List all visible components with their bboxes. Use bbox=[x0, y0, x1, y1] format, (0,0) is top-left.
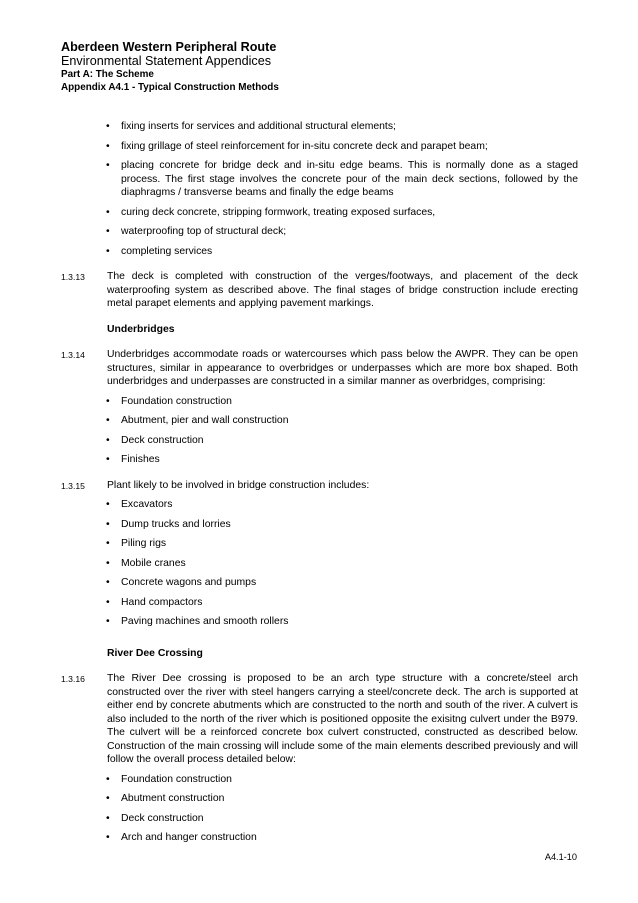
list-item: • Dump trucks and lorries bbox=[121, 518, 578, 538]
paragraph-1-3-13 bbox=[0, 270, 638, 311]
list-item: • waterproofing top of structural deck; bbox=[121, 225, 578, 245]
paragraph-1-3-14 bbox=[0, 348, 638, 389]
list-item: • fixing grillage of steel reinforcement for in-situ concrete deck and parapet beam; bbox=[121, 140, 578, 160]
paragraph-1-3-15 bbox=[0, 479, 638, 493]
document-body bbox=[0, 120, 638, 851]
list-item: • Abutment, pier and wall construction bbox=[121, 414, 578, 434]
document-title: Aberdeen Western Peripheral Route bbox=[61, 40, 277, 54]
page-number: A4.1-10 bbox=[544, 852, 577, 862]
section-heading-river-dee-crossing: River Dee Crossing bbox=[107, 647, 203, 659]
document-header bbox=[61, 40, 581, 94]
bullet-list-river-dee bbox=[0, 773, 638, 851]
bullet-list-plant bbox=[0, 498, 638, 635]
document-part: Part A: The Scheme bbox=[61, 69, 154, 80]
list-item: • Concrete wagons and pumps bbox=[121, 576, 578, 596]
paragraph-text: Plant likely to be involved in bridge construction includes: bbox=[107, 479, 370, 491]
list-item: • Piling rigs bbox=[121, 537, 578, 557]
paragraph-text: The deck is completed with construction of the verges/footways, and placement of the deck waterproofing system as described above. The final stages of bridge construction include erecting metal parapet elements and applying pavement markings. bbox=[107, 271, 578, 309]
bullet-list-deck-steps bbox=[0, 120, 638, 264]
paragraph-number: 1.3.13 bbox=[61, 272, 85, 282]
paragraph-1-3-16 bbox=[0, 672, 638, 767]
paragraph-number: 1.3.16 bbox=[61, 674, 85, 684]
document-subtitle: Environmental Statement Appendices bbox=[61, 54, 272, 68]
list-item: • Finishes bbox=[121, 453, 578, 473]
paragraph-text: The River Dee crossing is proposed to be an arch type structure with a concrete/steel arch constructed over the river with steel hangers carrying a steel/concrete deck. The arch is supported at either end by concrete abutments which are constructed to the north and south of the river. A culvert is also included to the north of the river which is positioned opposite the exisitng culvert under the B979. The culvert will be a reinforced concrete box culvert constructed, constructed as described below. Construction of the main crossing will include some of the main elements described previously and will follow the overall process detailed below: bbox=[107, 673, 578, 765]
paragraph-number: 1.3.15 bbox=[61, 480, 85, 491]
list-item: • Excavators bbox=[121, 498, 578, 518]
list-item: • Abutment construction bbox=[121, 792, 578, 812]
list-item: • placing concrete for bridge deck and in-situ edge beams. This is normally done as a staged process. The first stage involves the concrete pour of the main deck sections, followed by the diaphragms / transverse beams and finally the edge beams bbox=[121, 159, 578, 206]
list-item: • Hand compactors bbox=[121, 596, 578, 616]
list-item: • Foundation construction bbox=[121, 395, 578, 415]
list-item: • curing deck concrete, stripping formwork, treating exposed surfaces, bbox=[121, 206, 578, 226]
document-appendix: Appendix A4.1 - Typical Construction Methods bbox=[61, 82, 279, 93]
list-item: • Paving machines and smooth rollers bbox=[121, 615, 578, 635]
paragraph-text: Underbridges accommodate roads or watercourses which pass below the AWPR. They can be open structures, similar in appearance to overbridges or underpasses which are more box shaped. Both underbridges and underpasses are constructed in a similar manner as overbridges, comprising: bbox=[107, 349, 578, 387]
paragraph-number: 1.3.14 bbox=[61, 350, 85, 360]
section-heading-underbridges: Underbridges bbox=[107, 323, 175, 335]
list-item: • Foundation construction bbox=[121, 773, 578, 793]
list-item: • Deck construction bbox=[121, 434, 578, 454]
list-item: • fixing inserts for services and additional structural elements; bbox=[121, 120, 578, 140]
bullet-list-underbridges bbox=[0, 395, 638, 473]
list-item: • Mobile cranes bbox=[121, 557, 578, 577]
list-item: • completing services bbox=[121, 245, 578, 265]
list-item: • Deck construction bbox=[121, 812, 578, 832]
list-item: • Arch and hanger construction bbox=[121, 831, 578, 851]
